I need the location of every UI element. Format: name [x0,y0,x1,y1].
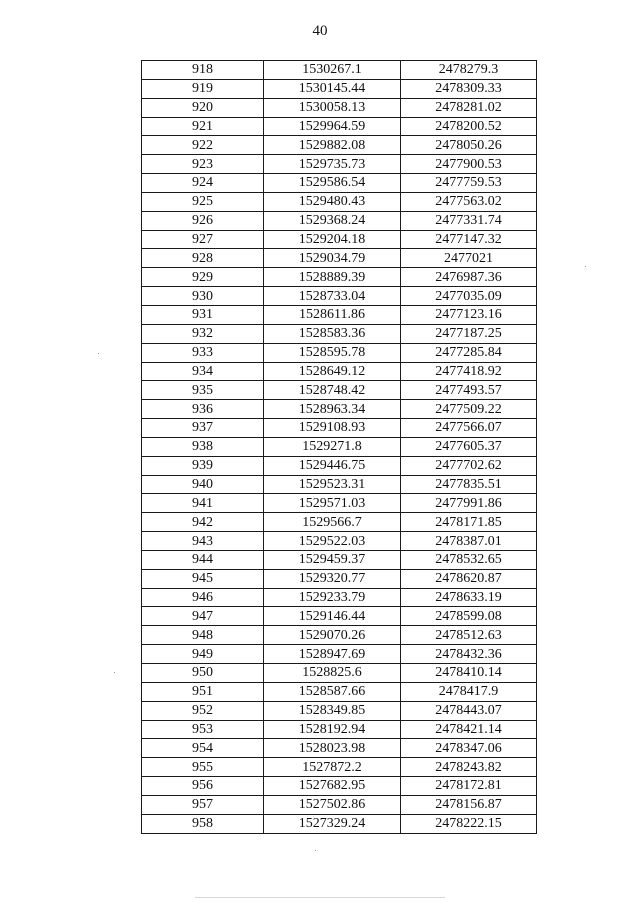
y-coordinate-cell: 2477147.32 [401,230,537,249]
x-coordinate-cell: 1529320.77 [264,569,401,588]
y-coordinate-cell: 2477566.07 [401,419,537,438]
table-row [142,155,537,174]
x-coordinate-cell: 1529146.44 [264,607,401,626]
x-coordinate-cell: 1528611.86 [264,305,401,324]
y-coordinate-cell: 2478309.33 [401,79,537,98]
table-row [142,569,537,588]
y-coordinate-cell: 2477702.62 [401,456,537,475]
table-row [142,79,537,98]
table-row [142,268,537,287]
y-coordinate-cell: 2477563.02 [401,192,537,211]
table-row [142,494,537,513]
table-row [142,588,537,607]
y-coordinate-cell: 2477759.53 [401,174,537,193]
point-number-cell: 931 [142,305,264,324]
x-coordinate-cell: 1528349.85 [264,701,401,720]
table-row [142,550,537,569]
y-coordinate-cell: 2478156.87 [401,795,537,814]
table-row [142,192,537,211]
y-coordinate-cell: 2478417.9 [401,682,537,701]
x-coordinate-cell: 1528023.98 [264,739,401,758]
x-coordinate-cell: 1528733.04 [264,287,401,306]
x-coordinate-cell: 1529070.26 [264,626,401,645]
x-coordinate-cell: 1528748.42 [264,381,401,400]
y-coordinate-cell: 2478222.15 [401,814,537,833]
x-coordinate-cell: 1528649.12 [264,362,401,381]
table-row [142,682,537,701]
table-row [142,664,537,683]
table-row [142,230,537,249]
point-number-cell: 938 [142,437,264,456]
table-row [142,607,537,626]
x-coordinate-cell: 1529271.8 [264,437,401,456]
point-number-cell: 957 [142,795,264,814]
y-coordinate-cell: 2477035.09 [401,287,537,306]
y-coordinate-cell: 2478281.02 [401,98,537,117]
scan-speck [114,672,115,673]
x-coordinate-cell: 1528963.34 [264,400,401,419]
point-number-cell: 952 [142,701,264,720]
point-number-cell: 922 [142,136,264,155]
table-row [142,739,537,758]
point-number-cell: 927 [142,230,264,249]
table-row [142,758,537,777]
y-coordinate-cell: 2477187.25 [401,324,537,343]
y-coordinate-cell: 2477021 [401,249,537,268]
point-number-cell: 924 [142,174,264,193]
y-coordinate-cell: 2477493.57 [401,381,537,400]
table-row [142,814,537,833]
x-coordinate-cell: 1529204.18 [264,230,401,249]
x-coordinate-cell: 1529480.43 [264,192,401,211]
x-coordinate-cell: 1529964.59 [264,117,401,136]
point-number-cell: 946 [142,588,264,607]
x-coordinate-cell: 1530145.44 [264,79,401,98]
point-number-cell: 941 [142,494,264,513]
x-coordinate-cell: 1529735.73 [264,155,401,174]
table-row [142,701,537,720]
point-number-cell: 958 [142,814,264,833]
point-number-cell: 945 [142,569,264,588]
y-coordinate-cell: 2478243.82 [401,758,537,777]
x-coordinate-cell: 1530267.1 [264,61,401,80]
table-row [142,513,537,532]
table-row [142,98,537,117]
y-coordinate-cell: 2478171.85 [401,513,537,532]
point-number-cell: 942 [142,513,264,532]
point-number-cell: 920 [142,98,264,117]
table-row [142,61,537,80]
y-coordinate-cell: 2478532.65 [401,550,537,569]
point-number-cell: 925 [142,192,264,211]
y-coordinate-cell: 2478443.07 [401,701,537,720]
table-row [142,136,537,155]
table-row [142,117,537,136]
x-coordinate-cell: 1527682.95 [264,777,401,796]
x-coordinate-cell: 1528583.36 [264,324,401,343]
table-row [142,720,537,739]
y-coordinate-cell: 2477331.74 [401,211,537,230]
table-row [142,437,537,456]
y-coordinate-cell: 2477991.86 [401,494,537,513]
table-row [142,249,537,268]
point-number-cell: 923 [142,155,264,174]
table-row [142,174,537,193]
x-coordinate-cell: 1529233.79 [264,588,401,607]
table-row [142,777,537,796]
point-number-cell: 949 [142,645,264,664]
table-row [142,362,537,381]
x-coordinate-cell: 1529446.75 [264,456,401,475]
table-row [142,456,537,475]
scan-edge-line [195,897,445,898]
y-coordinate-cell: 2478050.26 [401,136,537,155]
y-coordinate-cell: 2477418.92 [401,362,537,381]
point-number-cell: 948 [142,626,264,645]
point-number-cell: 935 [142,381,264,400]
point-number-cell: 951 [142,682,264,701]
x-coordinate-cell: 1530058.13 [264,98,401,117]
y-coordinate-cell: 2477123.16 [401,305,537,324]
x-coordinate-cell: 1528192.94 [264,720,401,739]
coordinates-table-body [142,61,537,834]
coordinates-table [141,60,537,834]
y-coordinate-cell: 2478410.14 [401,664,537,683]
x-coordinate-cell: 1527872.2 [264,758,401,777]
y-coordinate-cell: 2478421.14 [401,720,537,739]
table-row [142,645,537,664]
y-coordinate-cell: 2478387.01 [401,532,537,551]
table-row [142,324,537,343]
point-number-cell: 956 [142,777,264,796]
y-coordinate-cell: 2477509.22 [401,400,537,419]
y-coordinate-cell: 2478432.36 [401,645,537,664]
point-number-cell: 934 [142,362,264,381]
point-number-cell: 953 [142,720,264,739]
table-row [142,532,537,551]
table-row [142,400,537,419]
y-coordinate-cell: 2478200.52 [401,117,537,136]
table-row [142,211,537,230]
point-number-cell: 947 [142,607,264,626]
table-row [142,287,537,306]
x-coordinate-cell: 1528587.66 [264,682,401,701]
point-number-cell: 919 [142,79,264,98]
table-row [142,626,537,645]
point-number-cell: 943 [142,532,264,551]
y-coordinate-cell: 2477605.37 [401,437,537,456]
x-coordinate-cell: 1529882.08 [264,136,401,155]
y-coordinate-cell: 2478172.81 [401,777,537,796]
point-number-cell: 926 [142,211,264,230]
x-coordinate-cell: 1529034.79 [264,249,401,268]
y-coordinate-cell: 2478633.19 [401,588,537,607]
x-coordinate-cell: 1529459.37 [264,550,401,569]
x-coordinate-cell: 1528889.39 [264,268,401,287]
table-row [142,795,537,814]
y-coordinate-cell: 2478620.87 [401,569,537,588]
table-row [142,343,537,362]
x-coordinate-cell: 1529368.24 [264,211,401,230]
y-coordinate-cell: 2477285.84 [401,343,537,362]
scan-speck [315,850,316,851]
x-coordinate-cell: 1528825.6 [264,664,401,683]
y-coordinate-cell: 2478279.3 [401,61,537,80]
x-coordinate-cell: 1529523.31 [264,475,401,494]
x-coordinate-cell: 1529566.7 [264,513,401,532]
x-coordinate-cell: 1529522.03 [264,532,401,551]
point-number-cell: 940 [142,475,264,494]
point-number-cell: 944 [142,550,264,569]
x-coordinate-cell: 1529108.93 [264,419,401,438]
x-coordinate-cell: 1529586.54 [264,174,401,193]
point-number-cell: 928 [142,249,264,268]
scan-speck [98,353,99,354]
table-row [142,419,537,438]
point-number-cell: 918 [142,61,264,80]
point-number-cell: 921 [142,117,264,136]
x-coordinate-cell: 1528595.78 [264,343,401,362]
point-number-cell: 929 [142,268,264,287]
point-number-cell: 930 [142,287,264,306]
point-number-cell: 955 [142,758,264,777]
scan-speck [585,266,586,267]
point-number-cell: 933 [142,343,264,362]
x-coordinate-cell: 1528947.69 [264,645,401,664]
point-number-cell: 950 [142,664,264,683]
x-coordinate-cell: 1527329.24 [264,814,401,833]
point-number-cell: 937 [142,419,264,438]
point-number-cell: 932 [142,324,264,343]
y-coordinate-cell: 2478512.63 [401,626,537,645]
point-number-cell: 939 [142,456,264,475]
table-row [142,381,537,400]
page-number: 40 [312,23,328,39]
y-coordinate-cell: 2477900.53 [401,155,537,174]
point-number-cell: 936 [142,400,264,419]
y-coordinate-cell: 2477835.51 [401,475,537,494]
table-row [142,305,537,324]
y-coordinate-cell: 2478599.08 [401,607,537,626]
point-number-cell: 954 [142,739,264,758]
y-coordinate-cell: 2476987.36 [401,268,537,287]
y-coordinate-cell: 2478347.06 [401,739,537,758]
x-coordinate-cell: 1527502.86 [264,795,401,814]
x-coordinate-cell: 1529571.03 [264,494,401,513]
table-row [142,475,537,494]
